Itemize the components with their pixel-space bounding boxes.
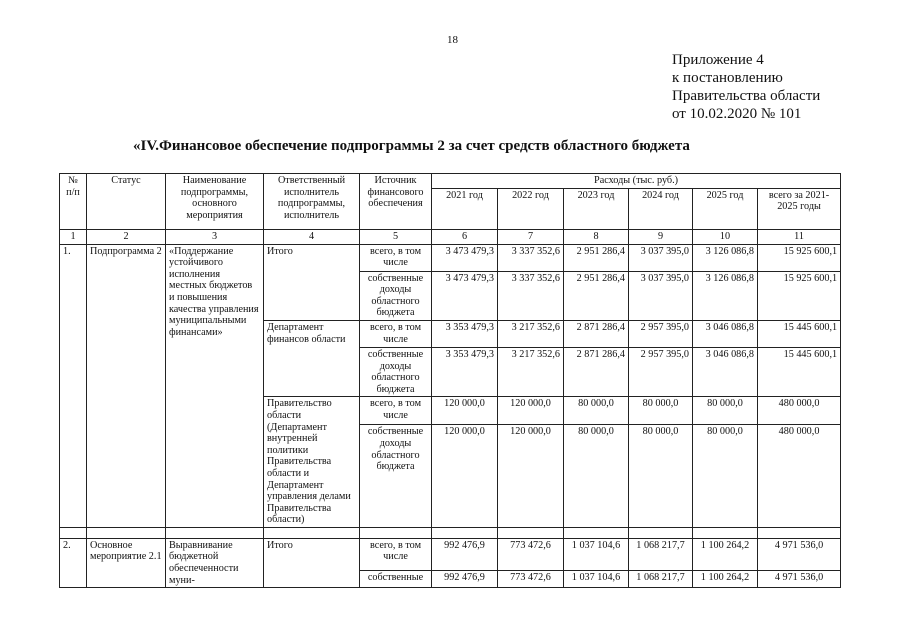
row-executor: Департамент финансов области — [264, 320, 360, 396]
value-cell: 2 951 286,4 — [564, 271, 629, 320]
row-executor: Правительство области (Департамент внутренней политики Правительства области и Департамент управления делами Правительства области) — [264, 397, 360, 528]
appendix-line: к постановлению — [672, 70, 783, 86]
value-cell: 120 000,0 — [432, 425, 498, 528]
value-cell: 80 000,0 — [629, 425, 693, 528]
value-cell-total: 480 000,0 — [758, 425, 841, 528]
value-cell: 992 476,9 — [432, 570, 498, 588]
row-num: 2. — [60, 538, 87, 587]
appendix-line: от 10.02.2020 № 101 — [672, 106, 802, 122]
row-source: собственные доходы областного бюджета — [360, 347, 432, 396]
table-spacer-row — [60, 527, 841, 538]
column-index: 10 — [693, 229, 758, 244]
value-cell: 1 037 104,6 — [564, 570, 629, 588]
value-cell-total: 15 445 600,1 — [758, 320, 841, 347]
value-cell: 1 100 264,2 — [693, 570, 758, 588]
value-cell: 2 871 286,4 — [564, 347, 629, 396]
column-index: 9 — [629, 229, 693, 244]
value-cell-total: 4 971 536,0 — [758, 538, 841, 570]
table-header-row — [60, 174, 841, 189]
value-cell: 1 100 264,2 — [693, 538, 758, 570]
header-year: 2021 год — [432, 188, 498, 229]
financing-table — [59, 173, 841, 588]
column-index-row — [60, 229, 841, 244]
header-expenses: Расходы (тыс. руб.) — [432, 174, 841, 189]
row-num: 1. — [60, 244, 87, 527]
value-cell: 2 951 286,4 — [564, 244, 629, 271]
column-index: 11 — [758, 229, 841, 244]
column-index: 5 — [360, 229, 432, 244]
row-status: Подпрограмма 2 — [87, 244, 166, 527]
value-cell: 3 353 479,3 — [432, 320, 498, 347]
value-cell-total: 480 000,0 — [758, 397, 841, 425]
row-executor: Итого — [264, 244, 360, 320]
value-cell: 773 472,6 — [498, 538, 564, 570]
value-cell: 3 037 395,0 — [629, 244, 693, 271]
row-source: всего, в том числе — [360, 397, 432, 425]
row-name: Выравнивание бюджетной обеспеченности муни- — [166, 538, 264, 587]
value-cell: 3 037 395,0 — [629, 271, 693, 320]
page-number: 18 — [447, 34, 458, 46]
header-year: 2025 год — [693, 188, 758, 229]
row-status: Основное мероприятие 2.1 — [87, 538, 166, 587]
value-cell: 80 000,0 — [693, 425, 758, 528]
row-source: всего, в том числе — [360, 538, 432, 570]
column-index: 4 — [264, 229, 360, 244]
row-executor: Итого — [264, 538, 360, 587]
value-cell: 2 871 286,4 — [564, 320, 629, 347]
appendix-line: Приложение 4 — [672, 52, 764, 68]
table-row — [60, 538, 841, 570]
column-index: 8 — [564, 229, 629, 244]
value-cell: 1 037 104,6 — [564, 538, 629, 570]
value-cell: 3 337 352,6 — [498, 244, 564, 271]
row-source: собственные — [360, 570, 432, 588]
appendix-line: Правительства области — [672, 88, 821, 104]
value-cell: 80 000,0 — [564, 397, 629, 425]
value-cell: 80 000,0 — [564, 425, 629, 528]
value-cell: 120 000,0 — [432, 397, 498, 425]
document-title: «IV.Финансовое обеспечение подпрограммы 2 за счет средств областного бюджета — [133, 138, 690, 154]
value-cell: 80 000,0 — [693, 397, 758, 425]
row-name: «Поддержание устойчивого исполнения местных бюджетов и повышения качества управления муниципальными финансами» — [166, 244, 264, 527]
header-num: № п/п — [60, 174, 87, 230]
value-cell: 3 217 352,6 — [498, 347, 564, 396]
header-year: 2022 год — [498, 188, 564, 229]
value-cell: 3 046 086,8 — [693, 320, 758, 347]
column-index: 3 — [166, 229, 264, 244]
value-cell: 3 217 352,6 — [498, 320, 564, 347]
header-year: 2023 год — [564, 188, 629, 229]
header-name: Наименование подпрограммы, основного мероприятия — [166, 174, 264, 230]
header-year: 2024 год — [629, 188, 693, 229]
column-index: 1 — [60, 229, 87, 244]
value-cell: 3 473 479,3 — [432, 271, 498, 320]
value-cell: 992 476,9 — [432, 538, 498, 570]
value-cell: 120 000,0 — [498, 397, 564, 425]
value-cell: 3 126 086,8 — [693, 271, 758, 320]
value-cell-total: 15 925 600,1 — [758, 271, 841, 320]
value-cell: 3 337 352,6 — [498, 271, 564, 320]
value-cell-total: 15 445 600,1 — [758, 347, 841, 396]
header-status: Статус — [87, 174, 166, 230]
value-cell: 3 473 479,3 — [432, 244, 498, 271]
header-year-total: всего за 2021-2025 годы — [758, 188, 841, 229]
table-row — [60, 244, 841, 271]
value-cell: 3 046 086,8 — [693, 347, 758, 396]
appendix-block — [672, 51, 820, 123]
row-source: собственные доходы областного бюджета — [360, 425, 432, 528]
value-cell: 120 000,0 — [498, 425, 564, 528]
column-index: 6 — [432, 229, 498, 244]
row-source: всего, в том числе — [360, 244, 432, 271]
row-source: собственные доходы областного бюджета — [360, 271, 432, 320]
column-index: 2 — [87, 229, 166, 244]
value-cell: 3 353 479,3 — [432, 347, 498, 396]
value-cell-total: 4 971 536,0 — [758, 570, 841, 588]
header-source: Источник финансового обеспечения — [360, 174, 432, 230]
value-cell: 2 957 395,0 — [629, 320, 693, 347]
value-cell: 80 000,0 — [629, 397, 693, 425]
column-index: 7 — [498, 229, 564, 244]
value-cell: 1 068 217,7 — [629, 570, 693, 588]
value-cell: 1 068 217,7 — [629, 538, 693, 570]
value-cell: 773 472,6 — [498, 570, 564, 588]
value-cell: 2 957 395,0 — [629, 347, 693, 396]
header-executor: Ответственный исполнитель подпрограммы, исполнитель — [264, 174, 360, 230]
row-source: всего, в том числе — [360, 320, 432, 347]
value-cell-total: 15 925 600,1 — [758, 244, 841, 271]
value-cell: 3 126 086,8 — [693, 244, 758, 271]
